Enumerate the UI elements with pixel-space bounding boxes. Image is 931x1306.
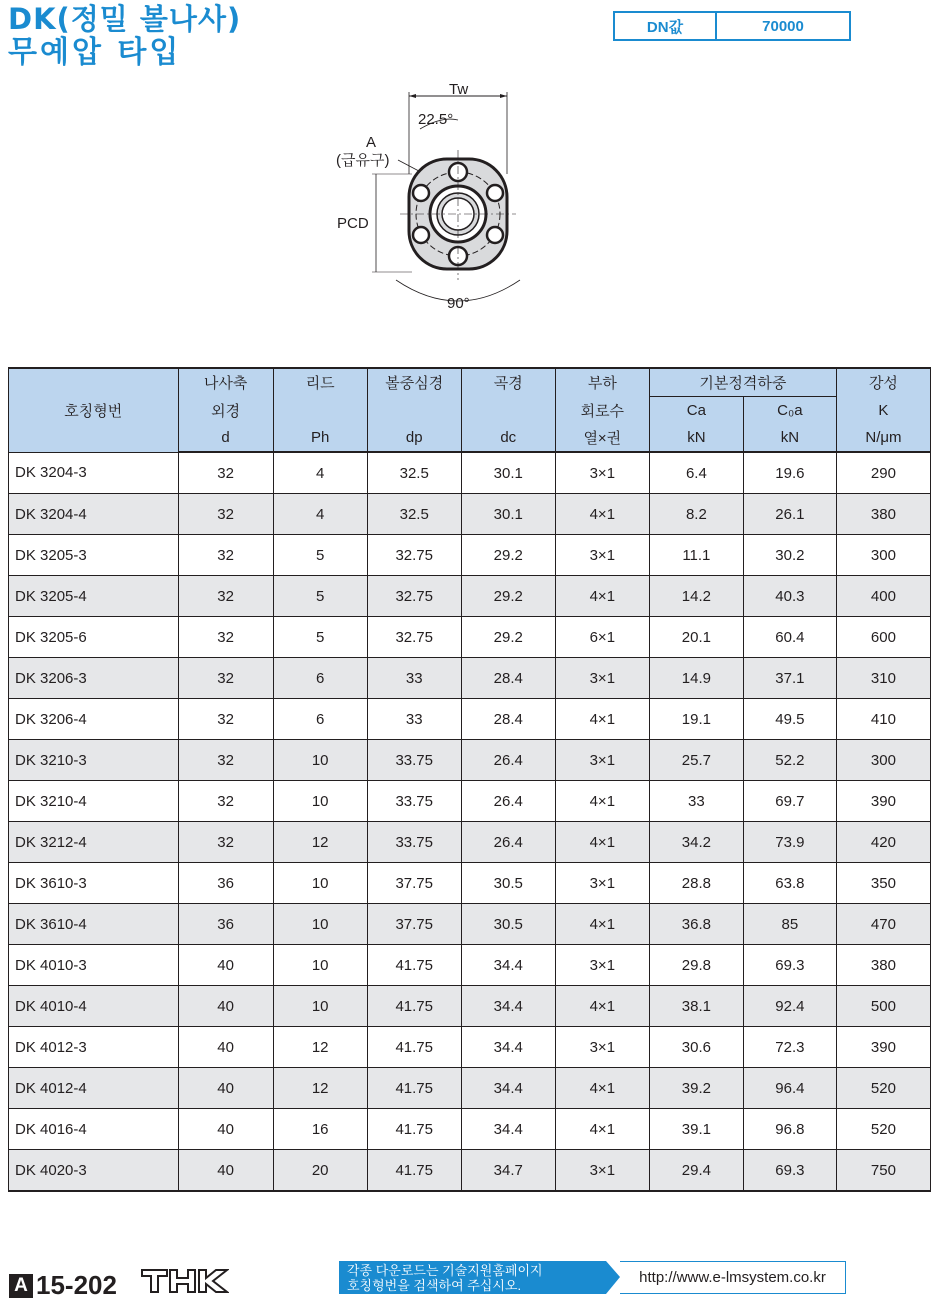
cell-ph: 12 [273,1068,367,1109]
cell-k: 420 [836,822,930,863]
cell-circ: 4×1 [555,986,649,1027]
cell-dp: 41.75 [367,986,461,1027]
cell-dc: 34.4 [461,1068,555,1109]
table-row [9,535,931,576]
cell-ph: 10 [273,781,367,822]
header-ca: Ca [649,397,743,425]
cell-ca: 8.2 [649,494,743,535]
cell-circ: 4×1 [555,494,649,535]
header-load-top: 부하 [555,368,649,397]
table-row [9,1068,931,1109]
header-stiffness-unit: N/μm [836,424,930,452]
cell-c0a: 92.4 [743,986,836,1027]
table-row [9,658,931,699]
cell-dp: 32.75 [367,576,461,617]
cell-k: 470 [836,904,930,945]
cell-dc: 30.5 [461,904,555,945]
cell-k: 390 [836,1027,930,1068]
cell-model: DK 3205-3 [9,535,179,576]
table-row [9,781,931,822]
cell-circ: 3×1 [555,452,649,494]
website-link[interactable]: http://www.e-lmsystem.co.kr [620,1261,846,1294]
cell-c0a: 72.3 [743,1027,836,1068]
cell-d: 32 [178,576,273,617]
cell-model: DK 3210-4 [9,781,179,822]
cell-circ: 4×1 [555,781,649,822]
header-stiffness: 강성 [836,368,930,397]
header-shaft-sym: d [178,424,273,452]
cell-ph: 10 [273,863,367,904]
cell-k: 350 [836,863,930,904]
cell-k: 750 [836,1150,930,1192]
table-row [9,576,931,617]
cell-ph: 6 [273,699,367,740]
cell-circ: 3×1 [555,1150,649,1192]
header-ball-center: 볼중심경 [367,368,461,397]
cell-circ: 4×1 [555,1109,649,1150]
cell-d: 36 [178,904,273,945]
arrow-icon [606,1261,620,1294]
cell-c0a: 19.6 [743,452,836,494]
cell-dc: 28.4 [461,699,555,740]
cell-c0a: 96.4 [743,1068,836,1109]
cell-d: 32 [178,781,273,822]
cell-k: 410 [836,699,930,740]
cell-circ: 4×1 [555,1068,649,1109]
cell-dp: 33.75 [367,822,461,863]
cell-model: DK 3205-6 [9,617,179,658]
banner-message [339,1261,606,1294]
table-row [9,945,931,986]
cell-dp: 41.75 [367,1027,461,1068]
cell-ph: 6 [273,658,367,699]
cell-dc: 34.4 [461,986,555,1027]
cell-dp: 41.75 [367,945,461,986]
cell-c0a: 69.7 [743,781,836,822]
download-banner [339,1261,846,1294]
cell-k: 300 [836,740,930,781]
cell-ca: 30.6 [649,1027,743,1068]
dn-label: DN값 [615,13,717,39]
cell-k: 400 [836,576,930,617]
banner-line-1: 각종 다운로드는 기술지원홈페이지 [347,1263,543,1278]
cell-ca: 19.1 [649,699,743,740]
cell-model: DK 4016-4 [9,1109,179,1150]
cell-model: DK 3206-4 [9,699,179,740]
cell-ca: 39.1 [649,1109,743,1150]
cell-dp: 32.5 [367,452,461,494]
a-sub-label: (급유구) [336,152,390,169]
cell-c0a: 73.9 [743,822,836,863]
cell-c0a: 85 [743,904,836,945]
cell-dp: 41.75 [367,1068,461,1109]
cell-model: DK 3205-4 [9,576,179,617]
spec-table [8,367,931,1192]
cell-ca: 29.8 [649,945,743,986]
cell-d: 40 [178,945,273,986]
cell-dp: 33 [367,658,461,699]
cell-model: DK 4012-4 [9,1068,179,1109]
cell-ph: 4 [273,494,367,535]
cell-k: 600 [836,617,930,658]
cell-c0a: 40.3 [743,576,836,617]
cell-model: DK 3204-3 [9,452,179,494]
cell-model: DK 3206-3 [9,658,179,699]
nut-drawing [330,84,530,314]
header-ca-unit: kN [649,424,743,452]
cell-d: 32 [178,740,273,781]
title-line-2: 무예압 타입 [8,35,182,70]
cell-ph: 5 [273,617,367,658]
cell-model: DK 4020-3 [9,1150,179,1192]
header-shaft-mid: 외경 [178,397,273,425]
cell-d: 32 [178,658,273,699]
cell-k: 520 [836,1109,930,1150]
cell-ca: 28.8 [649,863,743,904]
cell-circ: 3×1 [555,1027,649,1068]
cell-d: 40 [178,986,273,1027]
cell-model: DK 3212-4 [9,822,179,863]
cell-ph: 12 [273,1027,367,1068]
header-ball-center-sym: dp [367,424,461,452]
cell-dc: 30.5 [461,863,555,904]
table-row [9,617,931,658]
cell-ca: 33 [649,781,743,822]
cell-dc: 34.7 [461,1150,555,1192]
cell-c0a: 69.3 [743,945,836,986]
cell-ph: 10 [273,740,367,781]
cell-dp: 33.75 [367,781,461,822]
table-row [9,740,931,781]
dn-value-box [613,11,851,41]
cell-circ: 3×1 [555,863,649,904]
cell-dc: 29.2 [461,535,555,576]
cell-model: DK 3610-4 [9,904,179,945]
cell-ph: 10 [273,945,367,986]
cell-model: DK 3204-4 [9,494,179,535]
cell-c0a: 60.4 [743,617,836,658]
cell-dp: 41.75 [367,1109,461,1150]
cell-k: 380 [836,494,930,535]
cell-dc: 30.1 [461,452,555,494]
table-row [9,699,931,740]
cell-dp: 33 [367,699,461,740]
cell-model: DK 4012-3 [9,1027,179,1068]
page-number-text: 15-202 [36,1270,117,1300]
header-lead: 리드 [273,368,367,397]
header-load-sym: 열×권 [555,424,649,452]
cell-model: DK 3610-3 [9,863,179,904]
cell-d: 36 [178,863,273,904]
cell-circ: 3×1 [555,535,649,576]
table-row [9,986,931,1027]
angle-bottom-label: 90° [447,295,470,312]
cell-d: 40 [178,1027,273,1068]
cell-circ: 6×1 [555,617,649,658]
cell-dp: 37.75 [367,904,461,945]
cell-dp: 32.75 [367,535,461,576]
cell-circ: 3×1 [555,945,649,986]
cell-d: 40 [178,1150,273,1192]
header-root: 곡경 [461,368,555,397]
header-model: 호칭형번 [9,368,179,452]
table-row [9,1109,931,1150]
cell-ca: 11.1 [649,535,743,576]
a-label: A [366,134,377,151]
header-stiffness-sym: K [836,397,930,425]
table-row [9,822,931,863]
table-row [9,1027,931,1068]
dn-value: 70000 [762,17,804,35]
cell-d: 32 [178,822,273,863]
cell-c0a: 52.2 [743,740,836,781]
cell-dc: 26.4 [461,740,555,781]
table-row [9,863,931,904]
cell-model: DK 3210-3 [9,740,179,781]
footer [0,1260,931,1300]
cell-ca: 20.1 [649,617,743,658]
cell-ph: 4 [273,452,367,494]
cell-dc: 26.4 [461,781,555,822]
cell-c0a: 96.8 [743,1109,836,1150]
cell-k: 390 [836,781,930,822]
header-rating: 기본정격하중 [649,368,836,397]
cell-d: 32 [178,535,273,576]
section-badge: A [9,1274,33,1298]
header-lead-sym: Ph [273,424,367,452]
cell-c0a: 30.2 [743,535,836,576]
cell-d: 32 [178,452,273,494]
cell-dp: 32.5 [367,494,461,535]
cell-dp: 33.75 [367,740,461,781]
header-shaft-top: 나사축 [178,368,273,397]
angle-top-label: 22.5° [418,111,454,128]
cell-ph: 20 [273,1150,367,1192]
thk-logo [141,1268,229,1294]
cell-dc: 28.4 [461,658,555,699]
cell-circ: 4×1 [555,699,649,740]
table-row [9,1150,931,1192]
cell-c0a: 49.5 [743,699,836,740]
cell-ca: 36.8 [649,904,743,945]
cell-dp: 32.75 [367,617,461,658]
cell-d: 32 [178,617,273,658]
cell-c0a: 37.1 [743,658,836,699]
page-number [9,1270,117,1301]
cell-ph: 12 [273,822,367,863]
cell-d: 32 [178,699,273,740]
cell-dc: 34.4 [461,1027,555,1068]
cell-circ: 4×1 [555,576,649,617]
table-row [9,452,931,494]
header-load-mid: 회로수 [555,397,649,425]
cell-k: 500 [836,986,930,1027]
cell-d: 40 [178,1109,273,1150]
cell-dc: 34.4 [461,1109,555,1150]
cell-ph: 16 [273,1109,367,1150]
cell-model: DK 4010-3 [9,945,179,986]
cell-ca: 38.1 [649,986,743,1027]
cell-dp: 41.75 [367,1150,461,1192]
cell-ca: 34.2 [649,822,743,863]
cell-ph: 10 [273,904,367,945]
cell-d: 32 [178,494,273,535]
cell-dc: 30.1 [461,494,555,535]
page-title [8,2,241,70]
cell-ca: 6.4 [649,452,743,494]
cell-ca: 25.7 [649,740,743,781]
cell-k: 520 [836,1068,930,1109]
cell-ca: 14.9 [649,658,743,699]
cell-k: 380 [836,945,930,986]
cell-dc: 29.2 [461,617,555,658]
cell-dc: 34.4 [461,945,555,986]
cell-c0a: 26.1 [743,494,836,535]
cell-ca: 39.2 [649,1068,743,1109]
cell-ca: 29.4 [649,1150,743,1192]
cell-circ: 4×1 [555,822,649,863]
cell-c0a: 69.3 [743,1150,836,1192]
cell-dp: 37.75 [367,863,461,904]
header-c0a-unit: kN [743,424,836,452]
pcd-label: PCD [337,215,369,232]
table-row [9,904,931,945]
cell-dc: 26.4 [461,822,555,863]
cell-dc: 29.2 [461,576,555,617]
tw-label: Tw [449,84,469,98]
cell-k: 290 [836,452,930,494]
cell-ph: 5 [273,535,367,576]
cell-c0a: 63.8 [743,863,836,904]
cell-circ: 4×1 [555,904,649,945]
header-c0a: C₀a [743,397,836,425]
cell-k: 300 [836,535,930,576]
cell-k: 310 [836,658,930,699]
header-root-sym: dc [461,424,555,452]
title-line-1: DK(정밀 볼나사) [8,2,242,36]
cell-d: 40 [178,1068,273,1109]
cell-ph: 5 [273,576,367,617]
cell-circ: 3×1 [555,740,649,781]
cell-circ: 3×1 [555,658,649,699]
cell-ph: 10 [273,986,367,1027]
table-row [9,494,931,535]
banner-line-2: 호칭형번을 검색하여 주십시오. [347,1278,522,1293]
cell-ca: 14.2 [649,576,743,617]
cell-model: DK 4010-4 [9,986,179,1027]
